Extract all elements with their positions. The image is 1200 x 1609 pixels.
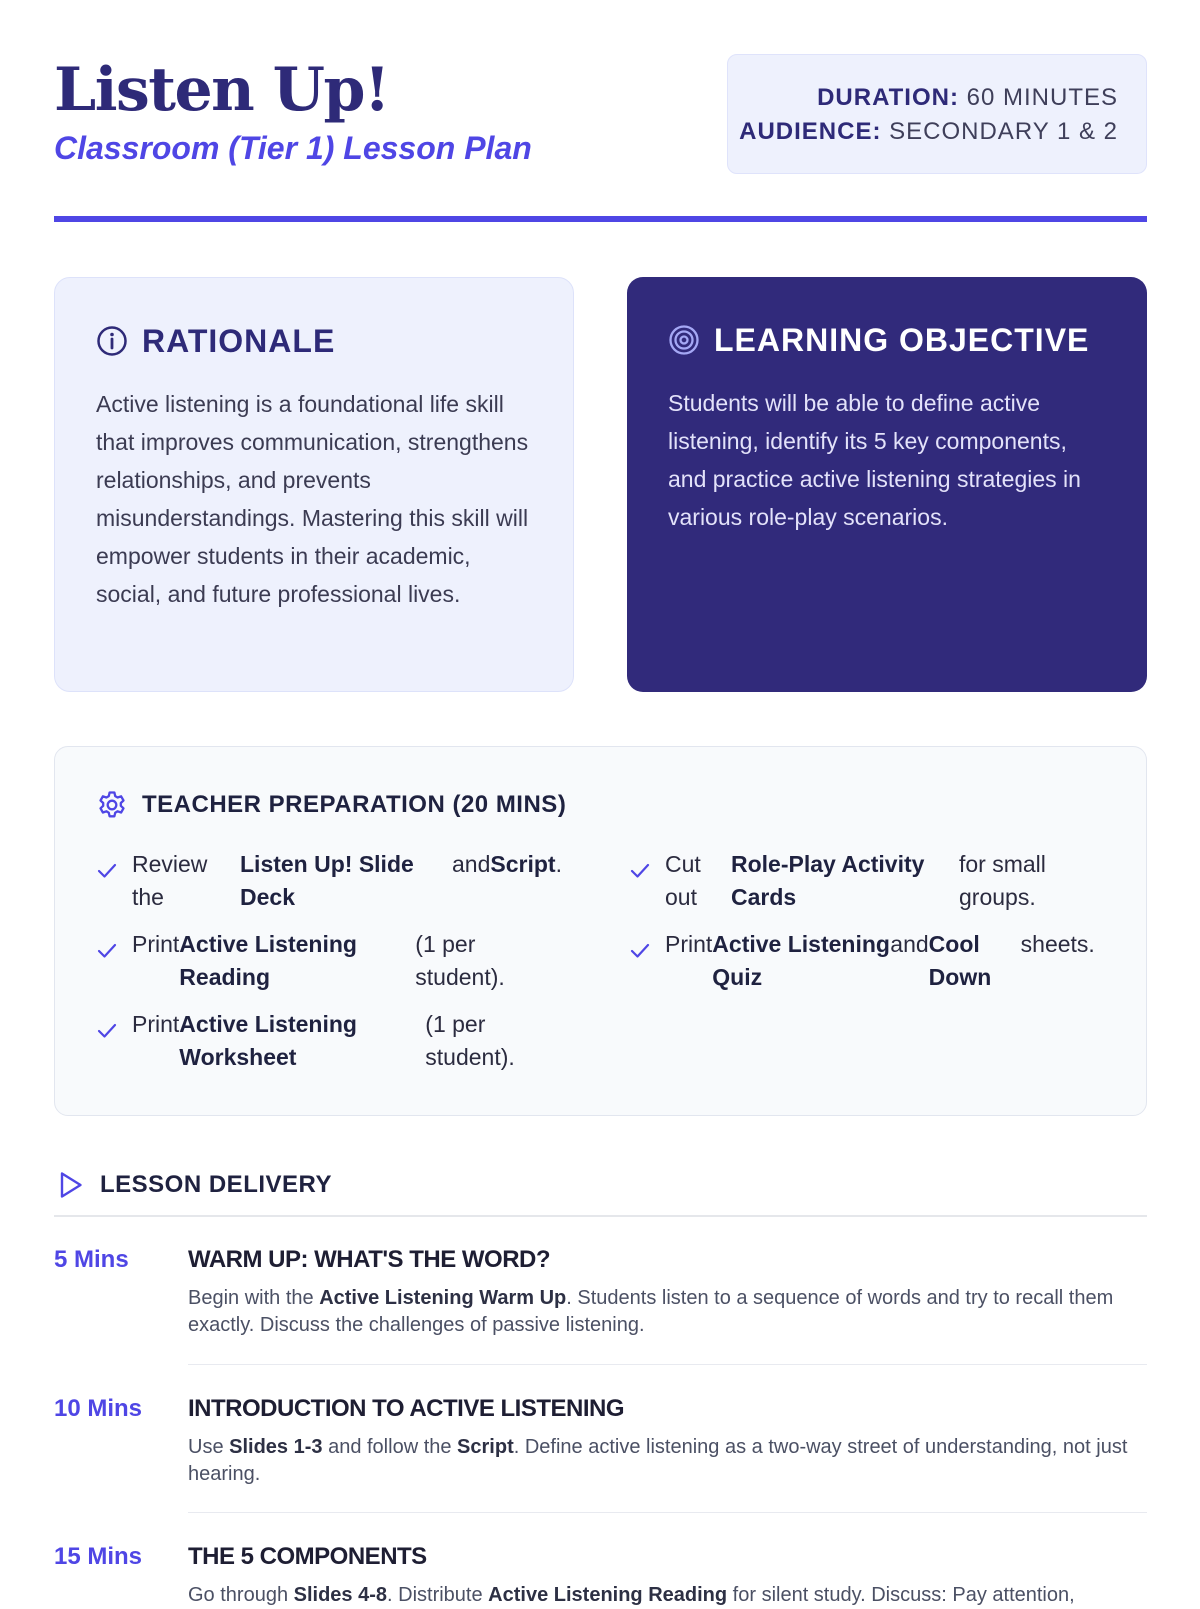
check-icon [96,940,118,962]
prep-item-text: Review the [132,851,208,910]
lesson-delivery-title: LESSON DELIVERY [100,1171,332,1198]
header-divider [54,216,1147,222]
duration-label: DURATION: [817,84,959,111]
header [54,0,1147,224]
learning-objective-card [627,277,1147,692]
delivery-divider [54,1215,1147,1217]
step-description: Use Slides 1-3 and follow the Script. Define active listening as a two-way street of understanding, not just hearing. [188,1436,1128,1485]
prep-item-bold: Role-Play Activity Cards [731,851,925,910]
step-time: 15 Mins [54,1543,143,1570]
prep-item-print-quiz [629,928,1095,994]
prep-item-bold: Active Listening Worksheet [179,1011,357,1070]
prep-title: TEACHER PREPARATION (20 MINS) [142,791,567,818]
page-title: Listen Up! [54,55,389,125]
prep-header [96,789,1106,821]
prep-item-bold: Cool Down [928,931,992,990]
prep-item-print-worksheet [96,1008,535,1074]
prep-item-text: (1 per student). [415,931,505,990]
objective-header [668,323,1107,357]
step-description: Go through Slides 4-8. Distribute Active Listening Reading for silent study. Discuss: Pay attention, [188,1584,1075,1606]
prep-item-bold: Script [490,851,556,877]
step-divider [188,1364,1147,1365]
teacher-preparation-panel [54,746,1147,1116]
step-title: THE 5 COMPONENTS [188,1543,427,1570]
prep-item-text: . [555,851,562,877]
step-time: 5 Mins [54,1246,129,1273]
objective-title: LEARNING OBJECTIVE [714,321,1090,358]
prep-item-text: sheets. [1020,931,1095,957]
check-icon [96,860,118,882]
step-title: INTRODUCTION TO ACTIVE LISTENING [188,1395,625,1422]
audience-label: AUDIENCE: [739,118,882,145]
audience-row [728,115,1118,149]
duration-row [728,81,1118,115]
objective-text: Students will be able to define active listening, identify its 5 key components, and practice active listening strategies in various role-play scenarios. [668,390,1081,530]
prep-item-review-slides [96,848,562,914]
target-icon [668,324,700,356]
check-icon [96,1020,118,1042]
prep-item-text: Print [132,931,180,957]
audience-value: SECONDARY 1 & 2 [889,118,1118,145]
prep-item-bold: Active Listening Reading [179,931,357,990]
step-time: 10 Mins [54,1395,143,1422]
info-icon [96,325,128,357]
prep-item-cut-cards [629,848,1069,914]
lesson-plan-page [54,0,1147,1606]
page-subtitle: Classroom (Tier 1) Lesson Plan [54,130,532,166]
lesson-meta-box [727,54,1147,174]
rationale-header [96,324,533,358]
gear-icon [96,789,128,821]
step-description: Begin with the Active Listening Warm Up. Students listen to a sequence of words and try to recall them exactly. Discuss the challenges of passive listening. [188,1287,1114,1336]
check-icon [629,940,651,962]
rationale-card [54,277,574,692]
prep-item-text: Print [665,931,713,957]
prep-item-text: Print [132,1011,180,1037]
rationale-title: RATIONALE [142,322,336,359]
play-icon [54,1169,86,1201]
prep-item-bold: Active Listening Quiz [712,931,890,990]
duration-value: 60 MINUTES [966,84,1118,111]
prep-item-text: (1 per student). [425,1011,515,1070]
check-icon [629,860,651,882]
prep-item-print-reading [96,928,525,994]
prep-item-bold: Listen Up! Slide Deck [240,851,414,910]
step-divider [188,1512,1147,1513]
prep-item-text: for small groups. [959,851,1046,910]
lesson-delivery-header [54,1168,332,1202]
prep-item-text: and [890,931,929,957]
rationale-text: Active listening is a foundational life skill that improves communication, strengthens relationships, and prevents misunderstandings. Mastering this skill will empower students in their academic, social, and future professional lives. [96,391,529,607]
prep-item-text: Cut out [665,851,701,910]
step-title: WARM UP: WHAT'S THE WORD? [188,1246,551,1273]
prep-item-text: and [452,851,491,877]
